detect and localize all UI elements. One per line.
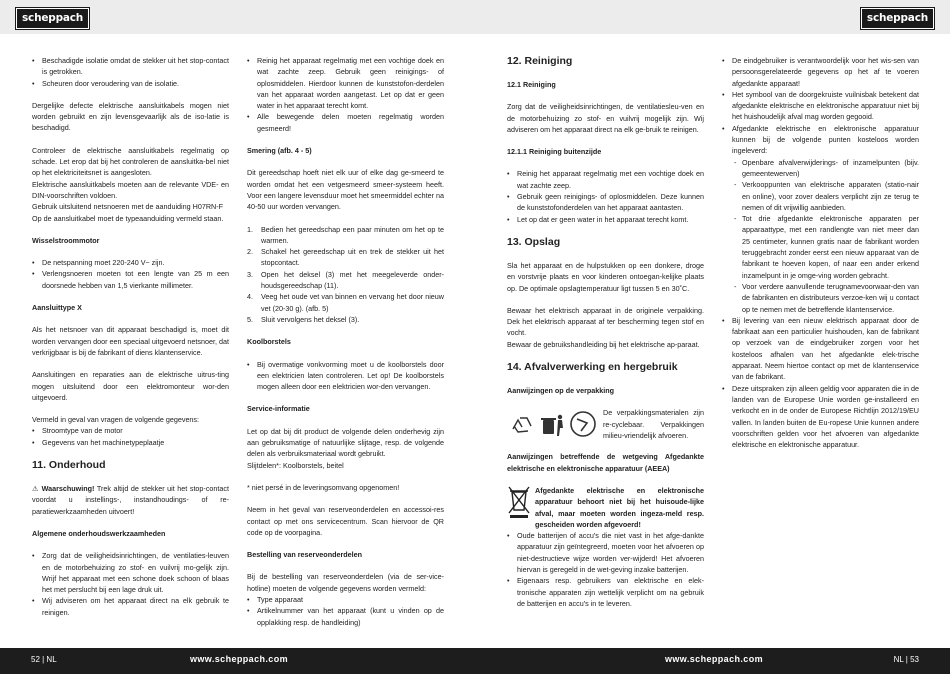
list-item: 5. Sluit vervolgens het deksel (3).: [247, 314, 360, 324]
subheading: Bestelling van reserveonderdelen: [247, 550, 363, 560]
column-3: [507, 55, 704, 620]
list-item: - Tot drie afgedankte elektronische apparaten per apparaattype, met een randlengte van niet meer dan 25 centimeter, kunnen gratis naar de fabrikant worden teruggebracht zonder eerst een nieuw apparaat van de fabrikant te hoeven kopen, of naar een ander erkend inzamelpunt in je omge-ving worden gebracht.: [732, 213, 919, 281]
list-item: • Artikelnummer van het apparaat (kunt u vinden op de opplakking resp. de handleiding): [247, 605, 444, 628]
dash-list: [732, 157, 919, 315]
subheading: 12.1 Reiniging: [507, 80, 556, 89]
recycling-icons: [507, 409, 599, 439]
subheading: Aanwijzingen betreffende de wetgeving Afgedankte elektrische en elektronische apparatuur (AEEA): [507, 452, 704, 473]
list-item: • Bij overmatige vonkvorming moet u de koolborstels door een elektricien laten controleren. Let op! De koolborstels mogen alleen door een elektricien wor-den vervangen.: [247, 359, 444, 393]
paragraph: Neem in het geval van reserveonderdelen en accessoi-res contact op met ons servicecentrum. Scan hiervoor de QR code op de voorpagina.: [247, 505, 444, 537]
page-number-left: 52 | NL: [31, 655, 57, 664]
list-item: • Zorg dat de veiligheidsinrichtingen, de ventilaties-leuven en de motorbehuizing zo stof- en vuilvrij mo-gelijk zijn. Wrijf het apparaat met een schone doek schoon of blaas het met perslucht bij een lage druk uit.: [32, 550, 229, 595]
subheading: Smering (afb. 4 - 5): [247, 146, 312, 156]
column-2: [247, 55, 444, 639]
bullet-list: [32, 425, 229, 448]
list-item: • Reinig het apparaat regelmatig met een vochtige doek en wat zachte zeep.: [507, 168, 704, 191]
list-item: • Gegevens van het machinetypeplaatje: [32, 437, 229, 448]
bullet-list: [247, 359, 444, 393]
scheppach-logo: scheppach: [16, 8, 89, 29]
bullet-list: [32, 257, 229, 291]
paragraph: Gebruik uitsluitend netsnoeren met de aanduiding H07RN-F: [32, 202, 223, 212]
list-item: • Scheuren door veroudering van de isolatie.: [32, 78, 229, 89]
paragraph: Op de aansluitkabel moet de typeaanduiding vermeld staan.: [32, 213, 224, 223]
paragraph: Dit gereedschap hoeft niet elk uur of elke dag ge-smeerd te worden omdat het een vetgesmeerd smeer-systeem heeft. Voor een langere levensduur moet het smeermiddel echter na 40-50 uur worden vervangen.: [247, 168, 444, 212]
section-heading-14: 14. Afvalverwerking en hergebruik: [507, 361, 678, 374]
weee-text: Afgedankte elektrische en elektronische apparatuur behoort niet bij het huisoude-lijke afval, maar moeten worden ingeza-meld resp. gescheiden worden afgevoerd!: [535, 485, 704, 529]
bullet-list: [507, 530, 704, 609]
list-item: 1. Bedien het gereedschap een paar minuten om het op te warmen.: [247, 224, 444, 245]
list-item: • Beschadigde isolatie omdat de stekker uit het stop-contact is getrokken.: [32, 55, 229, 78]
list-item: • Alle bewegende delen moeten regelmatig worden gesmeerd!: [247, 111, 444, 134]
paragraph: Elektrische aansluitkabels moeten aan de relevante VDE- en DIN-voorschriften voldoen.: [32, 179, 229, 200]
list-item: • Afgedankte elektrische en elektronische apparatuur kunnen bij de volgende punten kosteloos worden ingeleverd: - Openbare afvalverwijderings- of inzamelpunten (bijv. gemeentewerven) - Verkooppunten van elektrische apparaten (statio-nair en online), voor zover dealers verplicht zijn ze terug te nemen of dit vrijwillig aanbieden. - Tot drie afgedankte elektronische apparaten per apparaattype, met een randlengte van niet meer dan 25 centimeter, kunnen gratis naar de fabrikant worden teruggebracht zonder eerst een nieuw apparaat van de fabrikant te hoeven kopen, of naar een ander erkend inzamelpunt in je omge-ving worden gebracht. - Voor verdere aanvullende terugnamevoorwaar-den van de fabrikanten en distributeurs verzoe-ken wij u contact op te nemen met de betreffende klantenservice.: [722, 123, 919, 315]
paragraph: Controleer de elektrische aansluitkabels regelmatig op schade. Let erop dat bij het controleren de aansluitka-bel niet op het elektriciteitsnet is aangesloten.: [32, 145, 229, 178]
paragraph: Slijtdelen*: Koolborstels, beitel: [247, 460, 344, 470]
page-number-right: NL | 53: [893, 655, 919, 664]
list-item: 3. Open het deksel (3) met het meegeleverde onder-houdsgereedschap (11).: [247, 269, 444, 291]
list-item: • Gebruik geen reinigings- of oplosmiddelen. Deze kunnen de kunststofonderdelen van het apparaat aantasten.: [507, 191, 704, 214]
list-item: • Stroomtype van de motor: [32, 425, 229, 436]
paragraph: Vermeld in geval van vragen de volgende gegevens:: [32, 415, 200, 425]
paragraph: Bewaar de gebruikshandleiding bij het elektrische ap-paraat.: [507, 339, 700, 349]
packaging-notice: [507, 407, 704, 443]
website-link[interactable]: www.scheppach.com: [665, 654, 763, 664]
paragraph: Zorg dat de veiligheidsinrichtingen, de ventilatiesleu-ven en de motorbehuizing zo stof- en vuilvrij mogelijk zijn. Wij adviseren om het apparaat direct na elk ge-bruik te reinigen.: [507, 102, 704, 134]
list-item: • De eindgebruiker is verantwoordelijk voor het wis-sen van persoonsgerelateerde gegevens op het af te voeren afgedankte apparaat!: [722, 55, 919, 89]
paragraph: Bewaar het elektrisch apparaat in de originele verpakking. Dek het elektrisch apparaat af ter bescherming tegen stof en vocht.: [507, 305, 704, 338]
section-heading-13: 13. Opslag: [507, 235, 561, 248]
warning-text: Trek altijd de stekker uit het stop-contact voordat u instellings-, instandhoudings- of re-paratiewerkzaamheden uitvoert!: [32, 484, 229, 516]
bullet-list: [722, 55, 919, 450]
weee-notice: [507, 485, 704, 530]
subheading: Wisselstroommotor: [32, 235, 100, 245]
column-1: [32, 55, 229, 629]
scheppach-logo: scheppach: [861, 8, 934, 29]
paragraph: * niet persé in de leveringsomvang opgenomen!: [247, 482, 400, 492]
paragraph: Let op dat bij dit product de volgende delen onderhevig zijn aan gebruiksmatige of natuurlijke slijtage, resp. de volgende delen als verbruiksmateriaal wordt gebruikt.: [247, 426, 444, 459]
paragraph: Sla het apparaat en de hulpstukken op een donkere, droge en vorstvrije plaats en voor kinderen ontoegan-kelijke plaats op. De optimale opslagtemperatuur ligt tussen 5 en 30˚C.: [507, 260, 704, 293]
column-4: [722, 55, 919, 450]
warning-paragraph: [32, 483, 229, 517]
paragraph: Als het netsnoer van dit apparaat beschadigd is, moet dit worden vervangen door een speciaal uitgevoerd netsnoer, dat verkrijgbaar is bij de fabrikant of diens klantenservice.: [32, 325, 229, 357]
list-item: • Let op dat er geen water in het apparaat terecht komt.: [507, 214, 704, 225]
subheading: 12.1.1 Reiniging buitenzijde: [507, 147, 602, 157]
list-item: • Bij levering van een nieuw elektrisch apparaat door de fabrikaat aan een particulier huishouden, kan de fabrikant op verzoek van de eindgebruiker zorgen voor het kosteloos afhalen van het afgedankte elek-trische apparaat. Neem hiertoe contact op met de klantenservice van de fabrikant.: [722, 315, 919, 383]
crossed-bin-icon: [507, 485, 531, 519]
section-heading-11: 11. Onderhoud: [32, 459, 106, 472]
section-heading-12: 12. Reiniging: [507, 55, 573, 67]
list-item: • De netspanning moet 220-240 V~ zijn.: [32, 257, 229, 268]
list-item: 2. Schakel het gereedschap uit en trek de stekker uit het stopcontact.: [247, 247, 444, 268]
page-footer: [0, 648, 950, 674]
paragraph: Bij de bestelling van reserveonderdelen (via de ser-vice-hotline) moeten de volgende gegevens worden vermeld:: [247, 572, 444, 593]
warning-label: Waarschuwing!: [41, 484, 95, 494]
subheading: Algemene onderhoudswerkzaamheden: [32, 528, 166, 538]
list-item: • Verlengsnoeren moeten tot een lengte van 25 m een doorsnede hebben van 1,5 vierkante millimeter.: [32, 268, 229, 291]
list-item: • Oude batterijen of accu's die niet vast in het afge-dankte apparatuur zijn geïntegreerd, moeten voor het afvoeren op niet-destructieve wijze worden ver-wijderd! Het afvoeren hiervan is geregeld in de wet-geving inzake batterijen.: [507, 530, 704, 575]
bullet-list: [32, 550, 229, 618]
list-item: • Reinig het apparaat regelmatig met een vochtige doek en wat zachte zeep. Gebruik geen reinigings- of oplosmiddelen. Hierdoor kunnen de kunststofon-derdelen van het apparaat worden aangetast. Let op dat er geen water in het apparaat terecht komt.: [247, 55, 444, 111]
list-item: • Het symbool van de doorgekruiste vuilnisbak betekent dat afgedankte elektrische en elektronische apparatuur niet bij het huishoudelijk afval mag worden gegooid.: [722, 89, 919, 123]
subheading: Aansluittype X: [32, 303, 82, 313]
bullet-list: [507, 168, 704, 224]
paragraph: Dergelijke defecte elektrische aansluitkabels mogen niet worden gebruikt en zijn levensgevaarlijk als de iso-latie is beschadigd.: [32, 100, 229, 133]
page-header: [0, 0, 950, 34]
list-item: - Verkooppunten van elektrische apparaten (statio-nair en online), voor zover dealers verplicht zijn ze terug te nemen of dit vrijwillig aanbieden.: [732, 179, 919, 213]
bullet-list: [32, 55, 229, 89]
subheading: Service-informatie: [247, 404, 310, 414]
warning-icon: ⚠: [32, 484, 40, 494]
list-item: - Voor verdere aanvullende terugnamevoorwaar-den van de fabrikanten en distributeurs verzoe-ken wij u contact op te nemen met de betreffende klantenservice.: [732, 281, 919, 315]
website-link[interactable]: www.scheppach.com: [190, 654, 288, 664]
list-item: • Eigenaars resp. gebruikers van elektrische en elek-tronische apparaten zijn wettelijk verplicht om na gebruik de batterijen en accu's in te leveren.: [507, 575, 704, 609]
subheading: Koolborstels: [247, 337, 291, 347]
bullet-list: [247, 55, 444, 134]
list-item: - Openbare afvalverwijderings- of inzamelpunten (bijv. gemeentewerven): [732, 157, 919, 180]
list-item: 4. Veeg het oude vet van binnen en vervang het door nieuw vet (20-30 g). (afb. 5): [247, 292, 444, 313]
list-item: • Type apparaat: [247, 594, 444, 605]
subheading: Aanwijzingen op de verpakking: [507, 386, 615, 396]
list-item: • Deze uitspraken zijn alleen geldig voor apparaten die in de landen van de Europese Unie worden ge-installeerd en verkocht en in de onder de Europese Richtlijn 2012/19/EU vallen. In landen buiten de Eu-ropese Unie kunnen andere voorschriften gelden voor het afvoeren van afgedankte elektrische en elektronische apparatuur.: [722, 383, 919, 451]
numbered-list: [247, 224, 444, 326]
packaging-text: De verpakkingsmaterialen zijn re-cyclebaar. Verpakkingen milieu-vriendelijk afvoeren.: [603, 408, 704, 440]
paragraph: Aansluitingen en reparaties aan de elektrische uitrus-ting mogen uitsluitend door een elektromonteur wor-den uitgevoerd.: [32, 370, 229, 402]
bullet-list: [247, 594, 444, 628]
list-item: • Wij adviseren om het apparaat direct na elk gebruik te reinigen.: [32, 595, 229, 618]
